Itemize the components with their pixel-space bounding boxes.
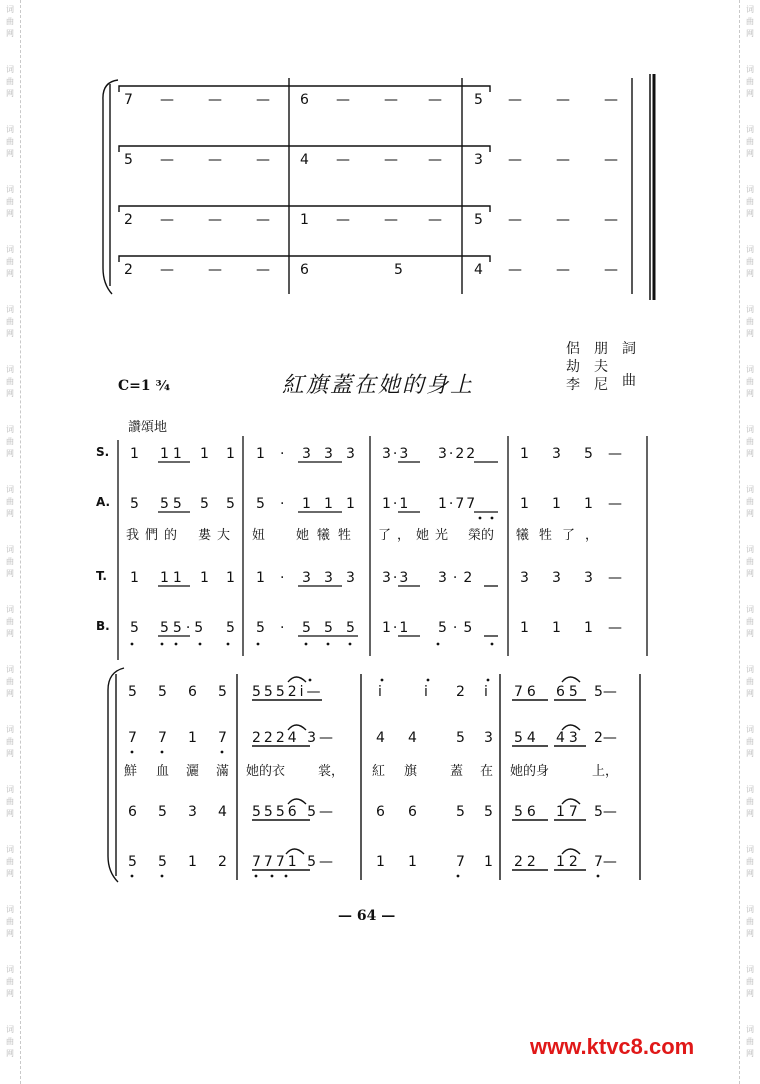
watermark-text: 词曲网 [6, 965, 14, 998]
s1-dash: — [160, 262, 174, 278]
note: 1 [408, 854, 417, 870]
composer-role: 曲 [622, 373, 636, 389]
note: 56 [514, 804, 540, 820]
s1-dash: — [556, 212, 570, 228]
note: 5 [128, 684, 137, 700]
lyric: 我們的 [126, 528, 184, 543]
note: 1 [584, 620, 593, 636]
note: 5·5 [438, 620, 479, 636]
note: 1 [520, 446, 529, 462]
note: 5 [158, 854, 167, 870]
watermark-text: 词曲网 [746, 485, 754, 518]
note: 6 [376, 804, 385, 820]
s1-dash: — [160, 152, 174, 168]
note: 7 [456, 854, 465, 870]
s1-dash: — [556, 92, 570, 108]
note: 2— [594, 730, 617, 746]
lyric: 她的衣 [246, 764, 286, 779]
note: 5 [130, 496, 139, 512]
note: 1·1 [382, 496, 411, 512]
note: 5 [200, 496, 209, 512]
note: 1 [188, 854, 197, 870]
s1-dash: — [256, 262, 270, 278]
note: 3 [552, 446, 561, 462]
note: 65 [556, 684, 582, 700]
note: 5 [256, 620, 265, 636]
watermark-text: 词曲网 [746, 1025, 754, 1058]
watermark-text: 词曲网 [6, 365, 14, 398]
note: 4 [376, 730, 385, 746]
note: 2 [456, 684, 465, 700]
note: 1 [256, 446, 265, 462]
note: 5 [302, 620, 311, 636]
note: 5 [584, 446, 593, 462]
right-margin-strip [739, 0, 760, 1084]
credits-grid [566, 340, 646, 400]
s1-note: 3 [474, 152, 483, 168]
watermark-text: 词曲网 [746, 605, 754, 638]
credit-char: 尼 [594, 377, 608, 393]
note: 5 [456, 730, 465, 746]
watermark-text: 词曲网 [6, 905, 14, 938]
tempo-marking: 讚頌地 [128, 420, 168, 435]
note: 3 [302, 570, 311, 586]
lyric: 旗 [404, 764, 418, 779]
s1-dash: — [256, 92, 270, 108]
note: 3·3 [382, 570, 411, 586]
watermark-text: 词曲网 [6, 185, 14, 218]
lyric: 她犧牲 [296, 528, 360, 543]
note: 1 [584, 496, 593, 512]
credit-char: 劫 [566, 359, 580, 375]
s1-note: 5 [474, 92, 483, 108]
note: 5 [226, 496, 235, 512]
s1-dash: — [556, 262, 570, 278]
note: 1 [520, 620, 529, 636]
note: 55·5 [160, 620, 208, 636]
s1-note: 5 [394, 262, 403, 278]
s1-note: 4 [474, 262, 483, 278]
note: 5 [256, 496, 265, 512]
s1-dash: — [208, 212, 222, 228]
lyric: 犧牲了， [516, 528, 609, 543]
note: 43 [556, 730, 582, 746]
note: 1·1 [382, 620, 411, 636]
note: i [424, 684, 428, 700]
note: 6 [128, 804, 137, 820]
watermark-text: 词曲网 [6, 5, 14, 38]
s1-note: 1 [300, 212, 309, 228]
watermark-text: 词曲网 [6, 485, 14, 518]
dot: · [280, 620, 285, 636]
note: 1 [130, 446, 139, 462]
note: 5 [128, 854, 137, 870]
note: 12 [556, 854, 582, 870]
watermark-text: 词曲网 [746, 5, 754, 38]
s1-dash: — [384, 92, 398, 108]
note: 5 [226, 620, 235, 636]
watermark-text: 词曲网 [6, 425, 14, 458]
note: 3 [552, 570, 561, 586]
lyric: 在 [480, 764, 494, 779]
credit-char: 朋 [594, 341, 608, 357]
s1-dash: — [428, 152, 442, 168]
key-signature: C=1 ¾ [118, 378, 171, 394]
lyric: 血 [156, 764, 170, 779]
lyric: 了，她光 [378, 528, 455, 543]
note: 5 [324, 620, 333, 636]
s1-dash: — [508, 152, 522, 168]
s1-dash: — [604, 262, 618, 278]
note: 3 [346, 446, 355, 462]
note: 3 [324, 570, 333, 586]
note: 11 [160, 570, 186, 586]
note: 7— [594, 854, 617, 870]
s1-note: 2 [124, 262, 133, 278]
note: 76 [514, 684, 540, 700]
s1-dash: — [208, 262, 222, 278]
watermark-text: 词曲网 [6, 305, 14, 338]
s1-dash: — [208, 92, 222, 108]
s1-note: 5 [124, 152, 133, 168]
watermark-text: 词曲网 [6, 605, 14, 638]
note: 3 [584, 570, 593, 586]
s1-dash: — [384, 212, 398, 228]
note: 5— [594, 804, 617, 820]
s1-dash: — [160, 212, 174, 228]
watermark-text: 词曲网 [6, 545, 14, 578]
watermark-text: 词曲网 [746, 365, 754, 398]
watermark-text: 词曲网 [746, 785, 754, 818]
note: 3 [188, 804, 197, 820]
note: 3·22 [438, 446, 478, 462]
note: 4 [408, 730, 417, 746]
watermark-text: 词曲网 [746, 425, 754, 458]
s1-dash: — [604, 152, 618, 168]
note: 1·77 [438, 496, 478, 512]
note: 1 [200, 446, 209, 462]
watermark-text: 词曲网 [746, 965, 754, 998]
note: 1 [188, 730, 197, 746]
watermark-text: 词曲网 [746, 845, 754, 878]
s1-dash: — [336, 152, 350, 168]
watermark-text: 词曲网 [6, 845, 14, 878]
song-title: 紅旗蓋在她的身上 [282, 373, 475, 398]
note: 1 [200, 570, 209, 586]
watermark-text: 词曲网 [746, 185, 754, 218]
note: 1 [324, 496, 333, 512]
note: 4 [218, 804, 227, 820]
dot: · [280, 570, 285, 586]
note: 1 [484, 854, 493, 870]
s1-dash: — [208, 152, 222, 168]
s1-dash: — [336, 212, 350, 228]
watermark-text: 词曲网 [6, 245, 14, 278]
dash: — [608, 570, 622, 586]
watermark-text: 词曲网 [746, 665, 754, 698]
note: 1 [552, 620, 561, 636]
note: 22 [514, 854, 540, 870]
s1-dash: — [336, 92, 350, 108]
note: 7 [218, 730, 227, 746]
dot: · [280, 446, 285, 462]
watermark-text: 词曲网 [746, 125, 754, 158]
s1-note: 6 [300, 92, 309, 108]
credit-char: 侶 [566, 341, 580, 357]
lyricist-role: 詞 [622, 341, 636, 357]
note: 3 [302, 446, 311, 462]
page-number: — 64 — [338, 908, 396, 924]
note: 3 [346, 570, 355, 586]
watermark-text: 词曲网 [6, 785, 14, 818]
watermark-text: 词曲网 [746, 245, 754, 278]
note: 5 [218, 684, 227, 700]
note: 3 [324, 446, 333, 462]
note: 5 [456, 804, 465, 820]
credit-char: 夫 [594, 359, 608, 375]
watermark-text: 词曲网 [746, 725, 754, 758]
watermark-text: 词曲网 [746, 905, 754, 938]
note: 7 [158, 730, 167, 746]
watermark-text: 词曲网 [6, 125, 14, 158]
credit-char: 李 [566, 377, 580, 393]
s1-dash: — [556, 152, 570, 168]
s1-dash: — [604, 212, 618, 228]
s1-dash: — [256, 152, 270, 168]
note: 1 [346, 496, 355, 512]
note: i [484, 684, 488, 700]
lyric: 鮮 [124, 764, 138, 779]
lyric: 滿 [216, 764, 230, 779]
note: 5556 5— [252, 804, 336, 820]
note: 5 [158, 684, 167, 700]
note: 7 [128, 730, 137, 746]
watermark-text: 词曲网 [746, 65, 754, 98]
note: 2 [218, 854, 227, 870]
note: 55 [160, 496, 186, 512]
note: 3·3 [382, 446, 411, 462]
note: 1 [376, 854, 385, 870]
lyric: 蓋 [450, 764, 464, 779]
note: 5 [130, 620, 139, 636]
lyric: 灑 [186, 764, 200, 779]
watermark-text: 词曲网 [6, 65, 14, 98]
watermark-text: 词曲网 [6, 1025, 14, 1058]
dash: — [608, 446, 622, 462]
watermark-text: 词曲网 [746, 305, 754, 338]
note: 3·2 [438, 570, 479, 586]
s1-dash: — [428, 92, 442, 108]
s1-dash: — [508, 262, 522, 278]
voice-label-a: A. [96, 495, 111, 509]
note: 1 [302, 496, 311, 512]
lyric: 她的身 [510, 764, 550, 779]
s1-dash: — [508, 212, 522, 228]
note: 1 [256, 570, 265, 586]
lyric: 榮的 [468, 528, 495, 543]
s1-dash: — [256, 212, 270, 228]
lyric: 婁大 [198, 528, 237, 543]
dash: — [608, 496, 622, 512]
note: 5 [346, 620, 355, 636]
dot: · [280, 496, 285, 512]
s1-dash: — [604, 92, 618, 108]
note: 54 [514, 730, 540, 746]
s1-dash: — [508, 92, 522, 108]
voice-label-s: S. [96, 445, 110, 459]
note: 6 [408, 804, 417, 820]
note: 1 [552, 496, 561, 512]
note: 1 [520, 496, 529, 512]
note: 11 [160, 446, 186, 462]
s1-note: 4 [300, 152, 309, 168]
s1-dash: — [160, 92, 174, 108]
left-margin-strip [0, 0, 21, 1084]
s1-dash: — [428, 212, 442, 228]
voice-label-b: B. [96, 619, 110, 633]
s1-note: 7 [124, 92, 133, 108]
lyric: 裳， [318, 764, 345, 779]
voice-label-t: T. [96, 569, 107, 583]
note: 3 [520, 570, 529, 586]
note: 5 [484, 804, 493, 820]
note: 17 [556, 804, 582, 820]
note: 5— [594, 684, 617, 700]
lyric: 紅 [372, 764, 386, 779]
s1-dash: — [384, 152, 398, 168]
watermark-text: 词曲网 [746, 545, 754, 578]
watermark-text: 词曲网 [6, 725, 14, 758]
watermark-text: 词曲网 [6, 665, 14, 698]
note: 1 [226, 446, 235, 462]
note: 1 [226, 570, 235, 586]
lyric: 妞 [252, 528, 266, 543]
note: 3 [484, 730, 493, 746]
s1-note: 6 [300, 262, 309, 278]
s1-note: 2 [124, 212, 133, 228]
note: 7771 5— [252, 854, 336, 870]
lyric: 上， [592, 764, 619, 779]
site-url[interactable]: www.ktvc8.com [530, 1034, 695, 1059]
note: 5552i— [252, 684, 324, 700]
dash: — [608, 620, 622, 636]
note: 5 [158, 804, 167, 820]
note: i [378, 684, 382, 700]
note: 2224 3— [252, 730, 336, 746]
note: 6 [188, 684, 197, 700]
s1-note: 5 [474, 212, 483, 228]
note: 1 [130, 570, 139, 586]
